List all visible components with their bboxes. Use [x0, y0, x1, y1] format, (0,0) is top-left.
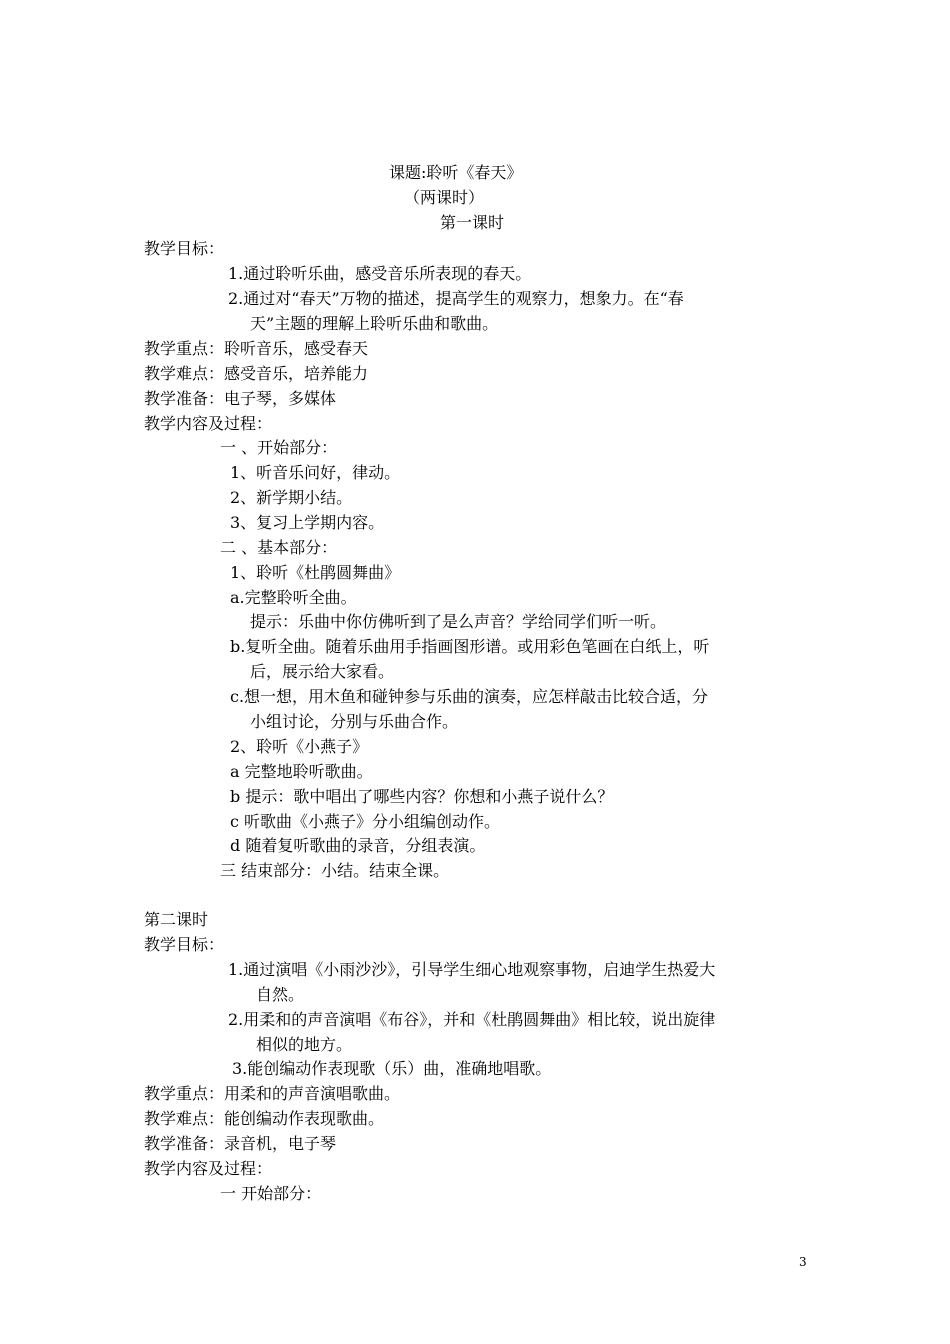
text-line: 自然。: [256, 985, 305, 1004]
section-heading-second-lesson: 第二课时: [144, 910, 209, 929]
text-line: 2、聆听《小燕子》: [230, 737, 369, 756]
text-line: 相似的地方。: [256, 1035, 353, 1054]
text-line: c 听歌曲《小燕子》分小组编创动作。: [230, 812, 501, 831]
text-line: b 提示：歌中唱出了哪些内容？你想和小燕子说什么？: [230, 787, 614, 806]
text-line: c.想一想，用木鱼和碰钟参与乐曲的演奏，应怎样敲击比较合适，分: [230, 687, 709, 706]
text-line: 一 、开始部分：: [220, 438, 338, 457]
text-line: 教学目标：: [144, 239, 225, 258]
text-line: 一 开始部分：: [220, 1184, 322, 1203]
text-line: 3.能创编动作表现歌（乐）曲，准确地唱歌。: [232, 1059, 552, 1078]
text-line: 2.用柔和的声音演唱《布谷》，并和《杜鹃圆舞曲》相比较，说出旋律: [228, 1010, 716, 1029]
text-line: 1、听音乐问好，律动。: [230, 463, 401, 482]
text-line: 3、复习上学期内容。: [230, 513, 385, 532]
text-line: 三 结束部分：小结。结束全课。: [220, 861, 450, 880]
text-line: a 完整地聆听歌曲。: [230, 762, 373, 781]
text-line: 2.通过对“春天”万物的描述，提高学生的观察力，想象力。在“春: [228, 289, 684, 308]
text-line: 教学准备：电子琴，多媒体: [144, 389, 337, 408]
text-line: d 随着复听歌曲的录音，分组表演。: [230, 836, 486, 855]
text-line: 天”主题的理解上聆听乐曲和歌曲。: [250, 314, 499, 333]
text-line: 教学重点：聆听音乐，感受春天: [144, 339, 369, 358]
text-line: 教学内容及过程：: [144, 414, 273, 433]
section-heading-first-lesson: 第一课时: [440, 213, 505, 232]
text-line: 2、新学期小结。: [230, 488, 353, 507]
text-line: 教学准备：录音机，电子琴: [144, 1134, 337, 1153]
text-line: 后，展示给大家看。: [250, 662, 395, 681]
text-line: a.完整聆听全曲。: [230, 588, 357, 607]
text-line: 1、聆听《杜鹃圆舞曲》: [230, 563, 401, 582]
page-number: 3: [799, 1255, 807, 1269]
text-line: 教学难点：能创编动作表现歌曲。: [144, 1109, 385, 1128]
lesson-periods: （两课时）: [404, 188, 485, 207]
text-line: 二 、基本部分：: [220, 538, 338, 557]
text-line: 教学内容及过程：: [144, 1159, 273, 1178]
text-line: 教学目标：: [144, 935, 225, 954]
text-line: 小组讨论，分别与乐曲合作。: [250, 712, 459, 731]
text-line: 教学重点：用柔和的声音演唱歌曲。: [144, 1084, 401, 1103]
text-line: 1.通过演唱《小雨沙沙》，引导学生细心地观察事物，启迪学生热爱大: [228, 960, 716, 979]
text-line: b.复听全曲。随着乐曲用手指画图形谱。或用彩色笔画在白纸上，听: [230, 637, 710, 656]
text-line: 教学难点：感受音乐，培养能力: [144, 364, 369, 383]
text-line: 提示：乐曲中你仿佛听到了是么声音？学给同学们听一听。: [250, 612, 667, 631]
text-line: 1.通过聆听乐曲，感受音乐所表现的春天。: [228, 264, 532, 283]
lesson-title: 课题:聆听《春天》: [389, 163, 523, 182]
